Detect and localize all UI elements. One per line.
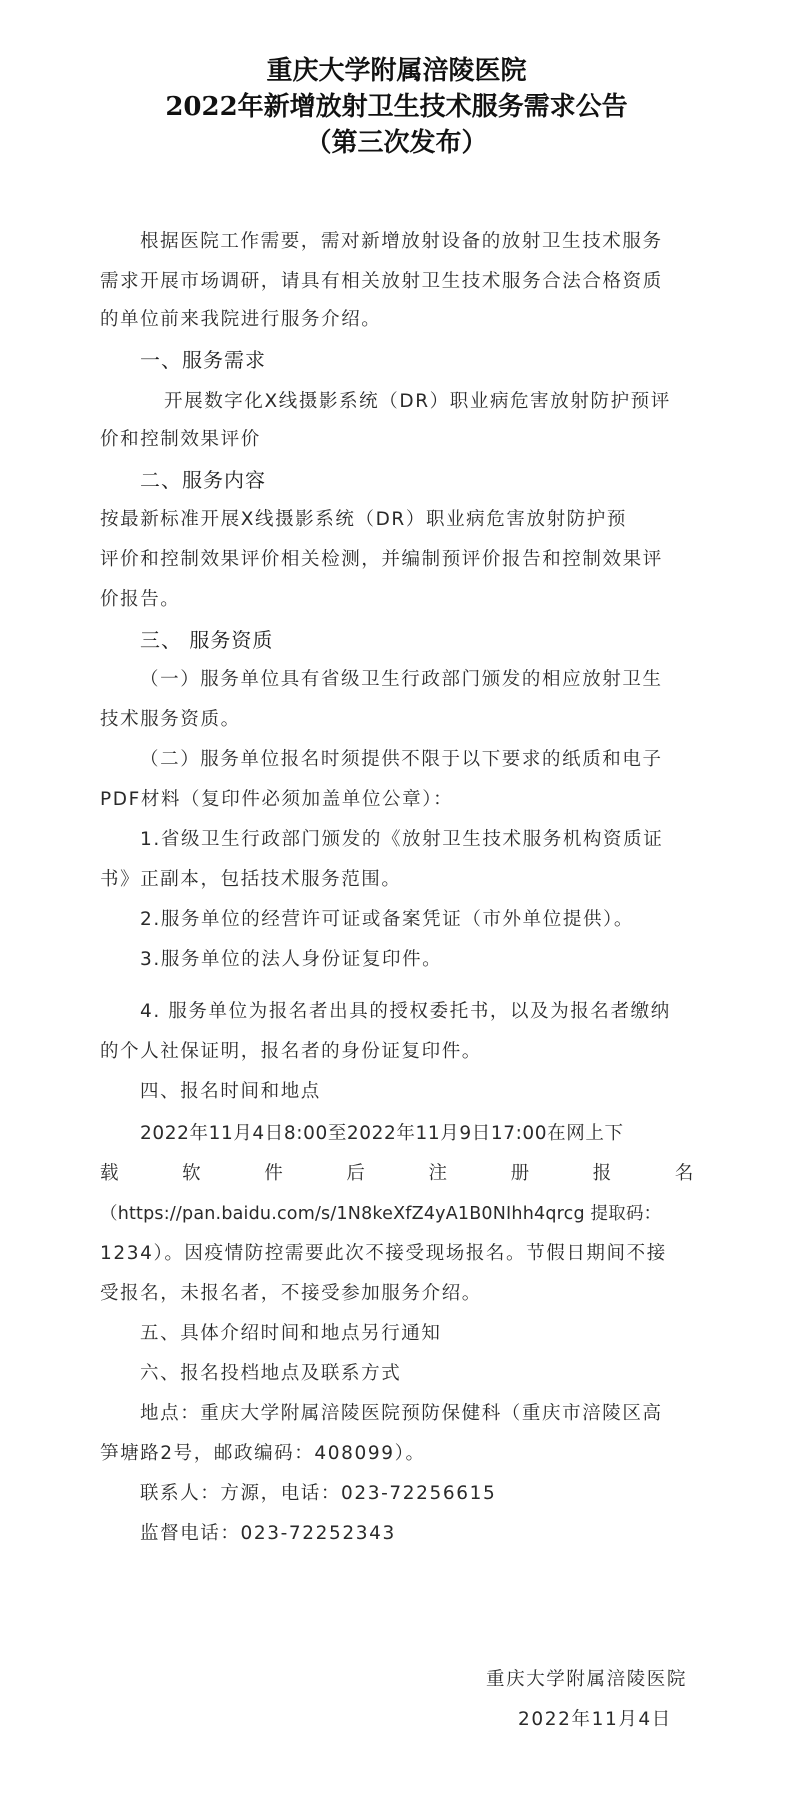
section-3-p2-line-2: PDF材料（复印件必须加盖单位公章）： — [100, 789, 454, 810]
section-4-line-4: 1234）。因疫情防控需要此次不接受现场报名。节假日期间不接 — [100, 1243, 667, 1264]
section-4-heading: 四、报名时间和地点 — [140, 1081, 321, 1102]
section-3-p1-line-2: 技术服务资质。 — [100, 709, 241, 730]
section-1-line-2: 价和控制效果评价 — [100, 429, 261, 450]
intro-line-1: 根据医院工作需要，需对新增放射设备的放射卫生技术服务 — [140, 231, 663, 252]
section-3-item-1-line-1: 1.省级卫生行政部门颁发的《放射卫生技术服务机构资质证 — [140, 829, 664, 850]
section-3-item-4-line-2: 的个人社保证明，报名者的身份证复印件。 — [100, 1041, 482, 1062]
intro-line-3: 的单位前来我院进行服务介绍。 — [100, 309, 382, 330]
section-6-address-line-1: 地点：重庆大学附属涪陵医院预防保健科（重庆市涪陵区高 — [140, 1403, 663, 1424]
section-4-line-5: 受报名，未报名者，不接受参加服务介绍。 — [100, 1283, 482, 1304]
section-6-heading: 六、报名投档地点及联系方式 — [140, 1363, 402, 1384]
section-2-line-2: 评价和控制效果评价相关检测，并编制预评价报告和控制效果评 — [100, 549, 663, 570]
section-5-heading: 五、具体介绍时间和地点另行通知 — [140, 1323, 442, 1344]
section-2-line-1: 按最新标准开展X线摄影系统（DR）职业病危害放射防护预 — [100, 509, 627, 530]
section-6-address-line-2: 笋塘路2号，邮政编码：408099）。 — [100, 1443, 426, 1464]
spread-char: 册 — [510, 1163, 531, 1184]
signature-organization: 重庆大学附属涪陵医院 — [486, 1669, 688, 1690]
spread-char: 报 — [592, 1163, 613, 1184]
spread-char: 后 — [346, 1163, 367, 1184]
section-4-spread-line — [100, 1162, 695, 1186]
spread-char: 名 — [674, 1163, 695, 1184]
section-3-item-2: 2.服务单位的经营许可证或备案凭证（市外单位提供）。 — [140, 909, 635, 930]
spread-char: 载 — [100, 1163, 121, 1184]
section-6-contact: 联系人：方源，电话：023-72256615 — [140, 1483, 497, 1504]
spread-char: 软 — [182, 1163, 203, 1184]
section-3-heading: 三、 服务资质 — [140, 628, 274, 652]
intro-line-2: 需求开展市场调研，请具有相关放射卫生技术服务合法合格资质 — [100, 271, 663, 292]
section-4-link-line[interactable]: （https://pan.baidu.com/s/1N8keXfZ4yA1B0NIhh4qrcg 提取码： — [100, 1204, 662, 1224]
section-1-line-1: 开展数字化X线摄影系统（DR）职业病危害放射防护预评 — [164, 391, 671, 412]
section-3-item-3: 3.服务单位的法人身份证复印件。 — [140, 949, 443, 970]
section-1-heading: 一、服务需求 — [140, 348, 266, 372]
section-2-line-3: 价报告。 — [100, 589, 181, 610]
section-3-item-1-line-2: 书》正副本，包括技术服务范围。 — [100, 869, 402, 890]
document-title-main: 2022年新增放射卫生技术服务需求公告 — [165, 92, 628, 122]
section-3-p1-line-1: （一）服务单位具有省级卫生行政部门颁发的相应放射卫生 — [140, 669, 663, 690]
section-2-heading: 二、服务内容 — [140, 468, 266, 492]
section-3-item-4-line-1: 4. 服务单位为报名者出具的授权委托书，以及为报名者缴纳 — [140, 1001, 671, 1022]
section-3-p2-line-1: （二）服务单位报名时须提供不限于以下要求的纸质和电子 — [140, 749, 663, 770]
signature-date: 2022年11月4日 — [518, 1709, 672, 1730]
section-4-line-1: 2022年11月4日8:00至2022年11月9日17:00在网上下 — [140, 1123, 624, 1144]
spread-char: 注 — [428, 1163, 449, 1184]
document-title-subtitle: （第三次发布） — [305, 128, 488, 158]
spread-char: 件 — [264, 1163, 285, 1184]
document-title-hospital: 重庆大学附属涪陵医院 — [266, 56, 527, 86]
section-6-supervise-phone: 监督电话：023-72252343 — [140, 1523, 396, 1544]
